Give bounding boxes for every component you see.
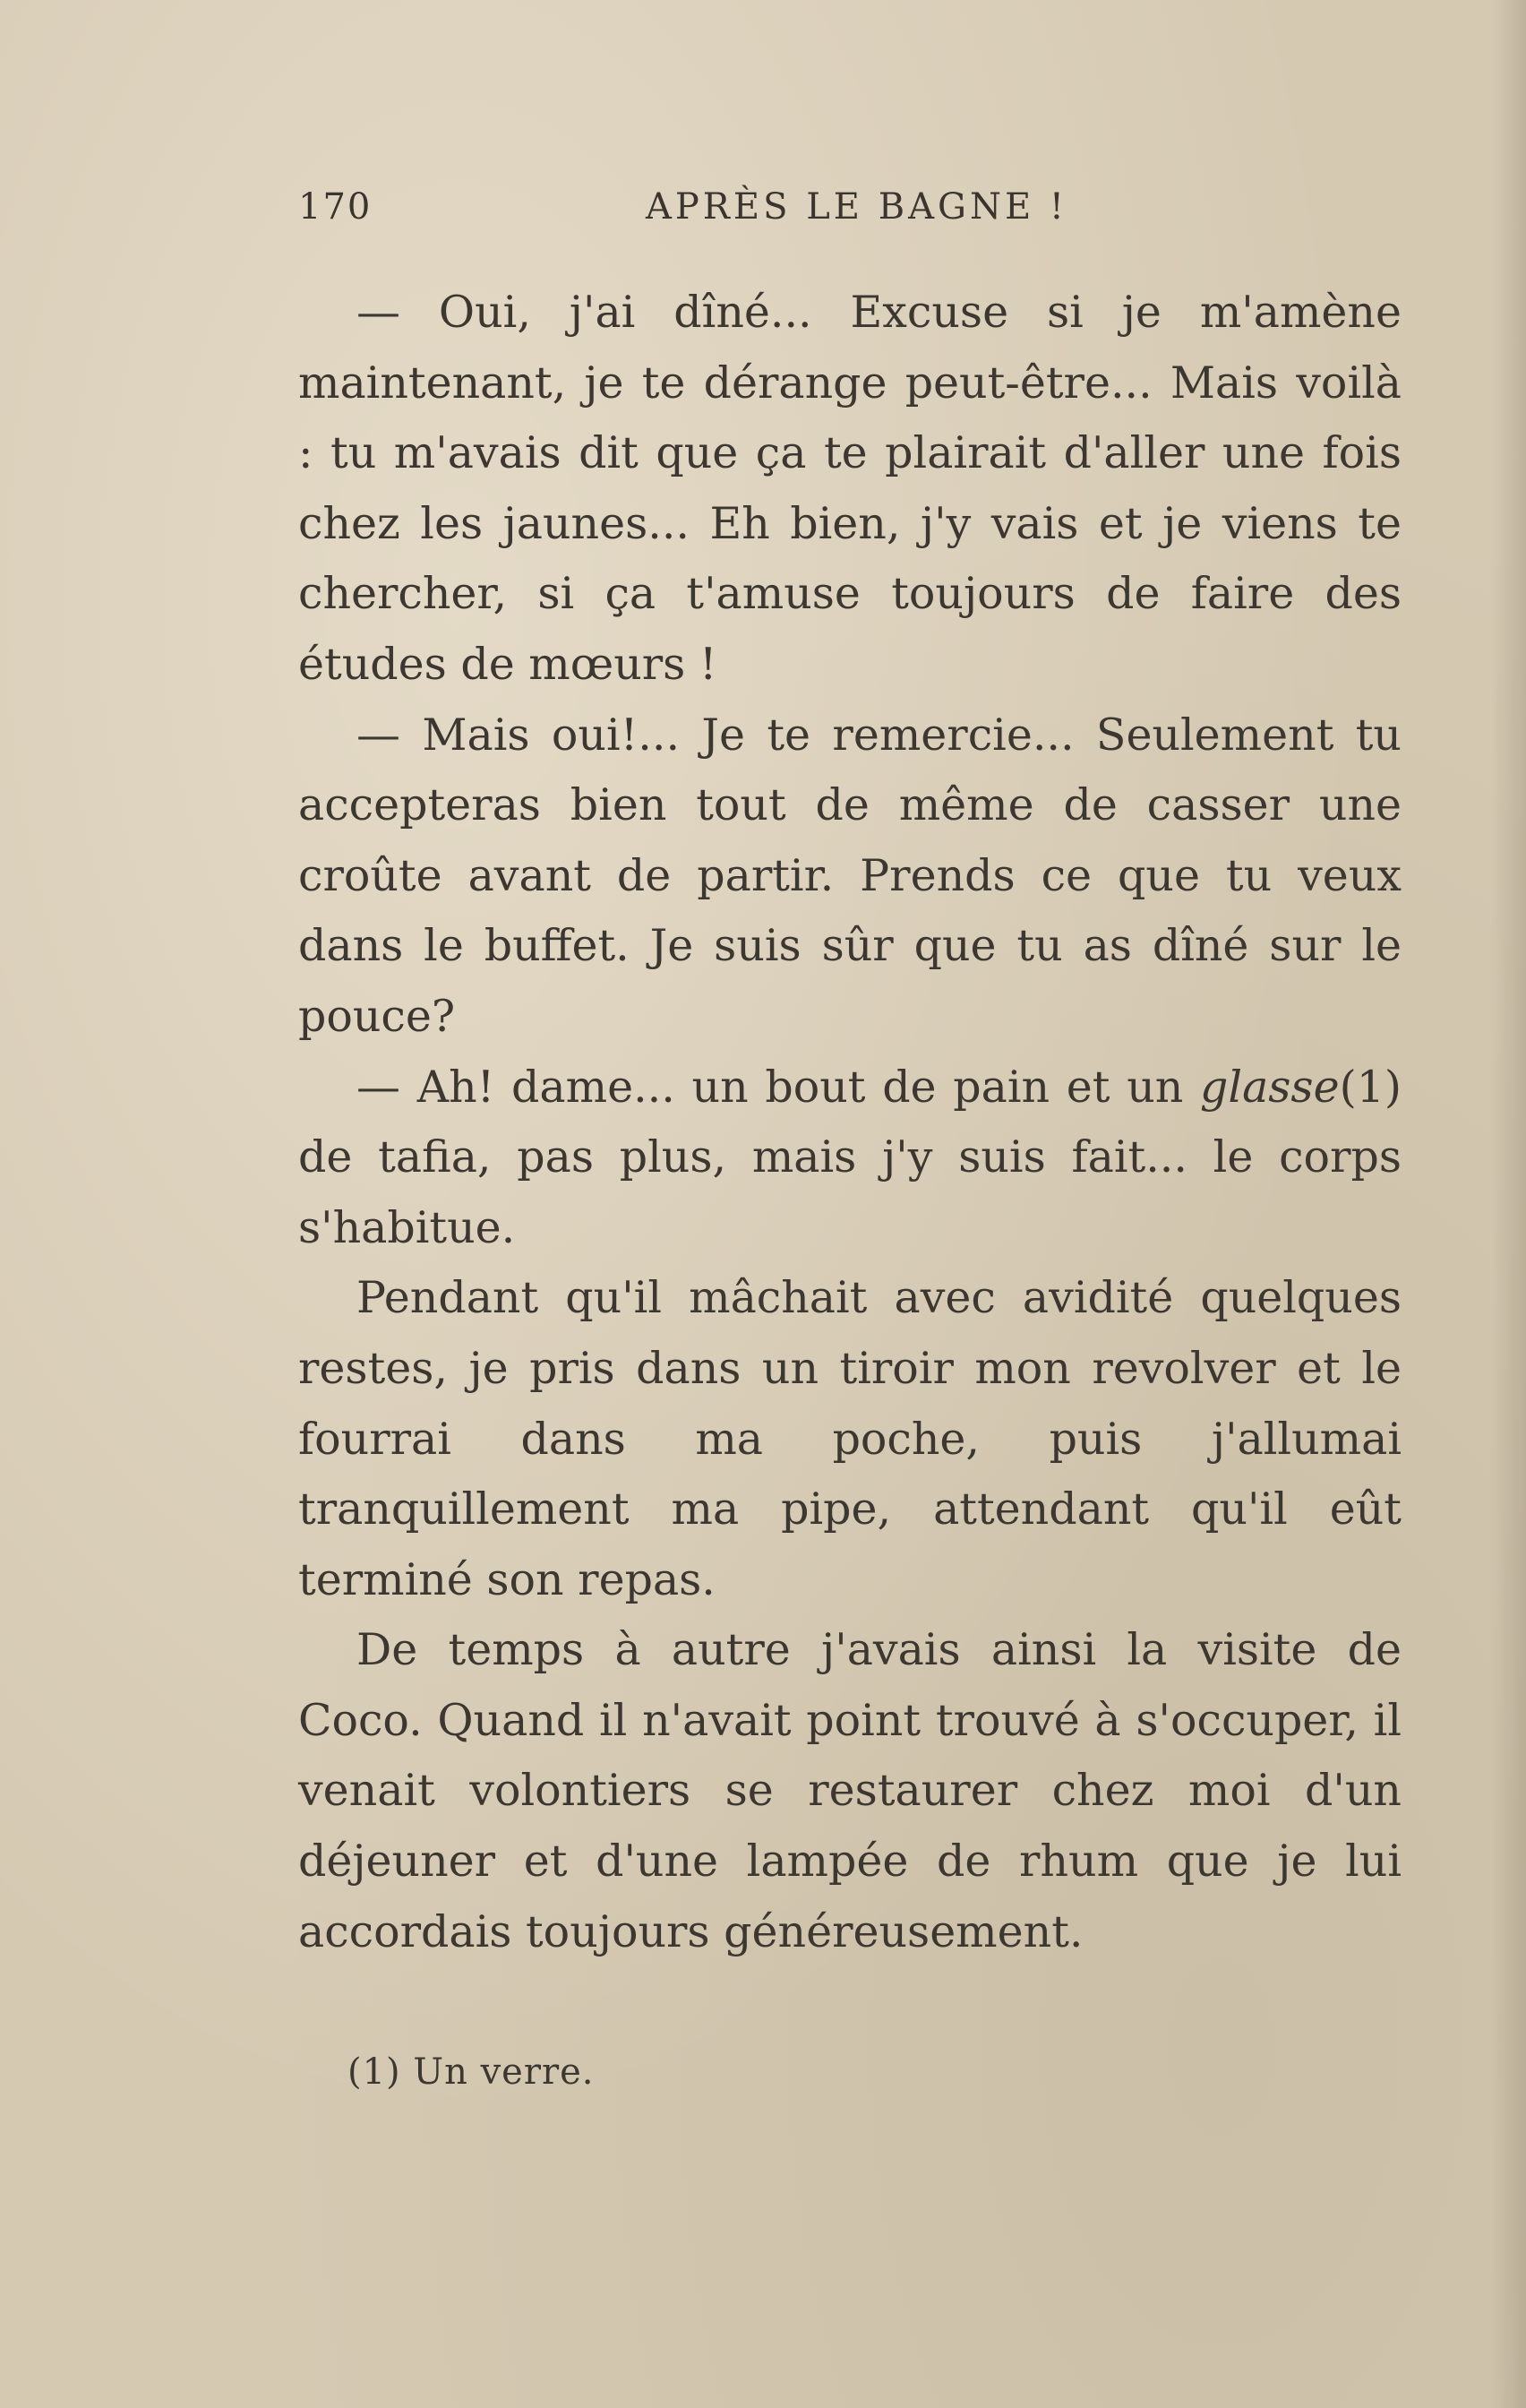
paragraph: — Oui, j'ai dîné... Excuse si je m'amène maintenant, je te dérange peut-être... Mais voilà : tu m'avais dit que ça te plairait d'aller une fois chez les jaunes... Eh bien, j'y vais et je viens te chercher, si ça t'amuse toujours de faire des études de mœurs ! [298, 287, 1402, 690]
footnote: (1) Un verre. [347, 2051, 595, 2093]
body-text [298, 278, 1402, 1967]
paragraph-text: (1) de tafia, pas plus, mais j'y suis fait... le corps s'habitue. [298, 1061, 1402, 1253]
paragraph: — Mais oui!... Je te remercie... Seulement tu accepteras bien tout de même de casser une croûte avant de partir. Prends ce que tu veux dans le buffet. Je suis sûr que tu as dîné sur le pouce? [298, 709, 1402, 1042]
paragraph [298, 1053, 1402, 1264]
page-number: 170 [298, 186, 373, 228]
page-edge-shadow [1490, 0, 1526, 2408]
paragraph-text: — Ah! dame... un bout de pain et un [356, 1061, 1201, 1113]
italic-word: glasse [1200, 1061, 1340, 1113]
running-title: APRÈS LE BAGNE ! [646, 186, 1067, 228]
paragraph: De temps à autre j'avais ainsi la visite de Coco. Quand il n'avait point trouvé à s'occuper, il venait volontiers se restaurer chez moi d'un déjeuner et d'une lampée de rhum que je lui accordais toujours généreusement. [298, 1624, 1402, 1957]
paragraph: Pendant qu'il mâchait avec avidité quelques restes, je pris dans un tiroir mon revolver et le fourrai dans ma poche, puis j'allumai tranquillement ma pipe, attendant qu'il eût terminé son repas. [298, 1272, 1402, 1605]
running-header [298, 186, 1400, 240]
